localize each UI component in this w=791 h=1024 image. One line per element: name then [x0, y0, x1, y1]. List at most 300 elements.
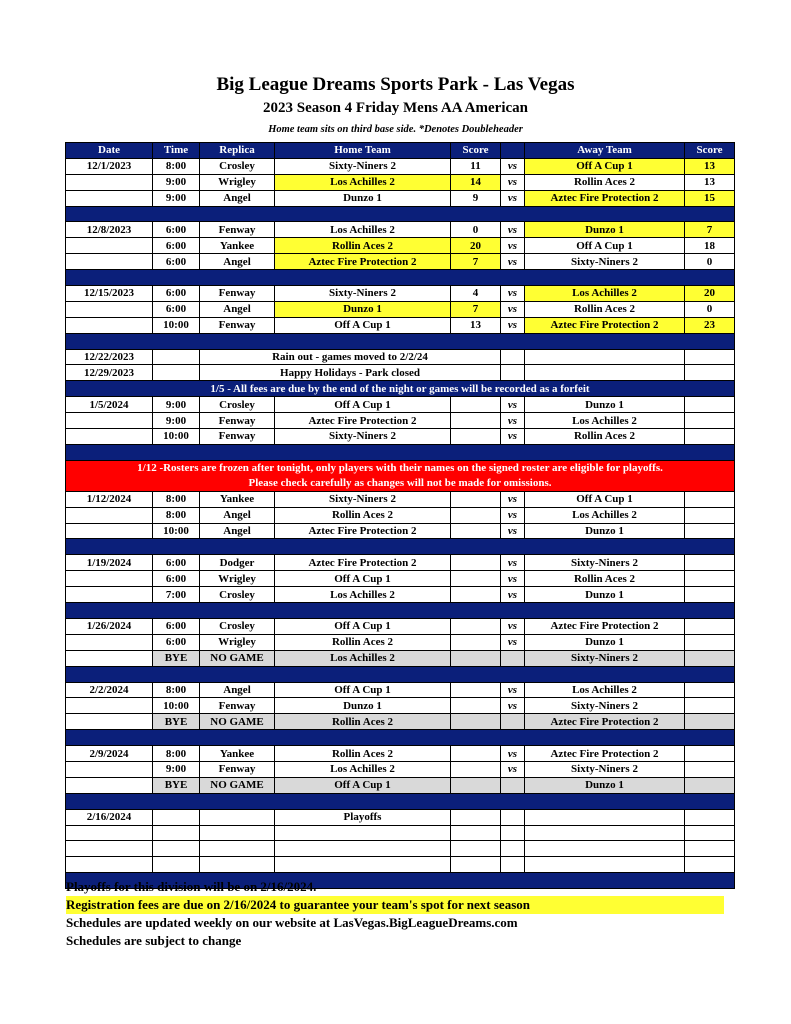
replica-cell: Fenway [200, 761, 275, 777]
separator-cell [66, 730, 735, 746]
away-team-cell: Dunzo 1 [525, 587, 685, 603]
time-cell: 8:00 [153, 746, 200, 762]
col-home-team: Home Team [275, 143, 451, 159]
away-score-cell: 15 [685, 190, 735, 206]
home-team-cell: Off A Cup 1 [275, 777, 451, 793]
away-team-cell: Dunzo 1 [525, 634, 685, 650]
game-row [66, 634, 735, 650]
date-cell: 12/1/2023 [66, 158, 153, 174]
week-separator [66, 270, 735, 286]
home-team-cell: Dunzo 1 [275, 698, 451, 714]
separator-cell [66, 270, 735, 286]
home-score-cell: 11 [451, 158, 501, 174]
blank-cell [66, 857, 153, 873]
date-cell: 12/8/2023 [66, 222, 153, 238]
week-separator [66, 730, 735, 746]
time-cell: 9:00 [153, 397, 200, 413]
date-cell [66, 174, 153, 190]
away-score-cell [685, 555, 735, 571]
home-score-cell [451, 650, 501, 666]
away-score-cell [685, 349, 735, 365]
home-team-cell: Aztec Fire Protection 2 [275, 254, 451, 270]
vs-cell: vs [501, 761, 525, 777]
blank-cell [501, 857, 525, 873]
week-separator [66, 444, 735, 460]
col-date: Date [66, 143, 153, 159]
away-team-cell: Los Achilles 2 [525, 507, 685, 523]
col-time: Time [153, 143, 200, 159]
away-team-cell: Sixty-Niners 2 [525, 254, 685, 270]
replica-cell: Angel [200, 682, 275, 698]
vs-cell: vs [501, 571, 525, 587]
roster-alert [66, 460, 735, 491]
blank-cell [501, 841, 525, 857]
date-cell: 2/9/2024 [66, 746, 153, 762]
time-cell: 10:00 [153, 429, 200, 445]
replica-cell: Fenway [200, 698, 275, 714]
home-score-cell: 9 [451, 190, 501, 206]
vs-cell [501, 809, 525, 825]
vs-cell: vs [501, 222, 525, 238]
home-score-cell [451, 698, 501, 714]
away-team-cell: Los Achilles 2 [525, 413, 685, 429]
away-team-cell: Dunzo 1 [525, 777, 685, 793]
time-cell: 7:00 [153, 587, 200, 603]
message-row [66, 349, 735, 365]
week-separator [66, 603, 735, 619]
away-score-cell [685, 365, 735, 381]
vs-cell [501, 650, 525, 666]
blank-cell [275, 857, 451, 873]
page-subtitle: 2023 Season 4 Friday Mens AA American [263, 100, 528, 116]
col-away-score: Score [685, 143, 735, 159]
home-score-cell: 0 [451, 222, 501, 238]
away-team-cell: Dunzo 1 [525, 523, 685, 539]
date-cell [66, 190, 153, 206]
blank-row [66, 841, 735, 857]
time-cell: BYE [153, 714, 200, 730]
blank-cell [685, 841, 735, 857]
vs-cell: vs [501, 618, 525, 634]
bye-row [66, 714, 735, 730]
home-team-cell: Los Achilles 2 [275, 174, 451, 190]
date-cell: 1/5/2024 [66, 397, 153, 413]
away-score-cell [685, 429, 735, 445]
home-score-cell: 4 [451, 286, 501, 302]
date-cell [66, 301, 153, 317]
blank-cell [275, 825, 451, 841]
home-score-cell: 13 [451, 317, 501, 333]
bye-row [66, 777, 735, 793]
schedule-table [65, 142, 735, 889]
home-team-cell: Off A Cup 1 [275, 682, 451, 698]
home-score-cell [451, 618, 501, 634]
game-row [66, 317, 735, 333]
date-cell [66, 698, 153, 714]
playoffs-note: Playoffs for this division will be on 2/16/2024. [66, 879, 317, 894]
col-away-team: Away Team [525, 143, 685, 159]
replica-cell: Yankee [200, 491, 275, 507]
time-cell: 6:00 [153, 555, 200, 571]
vs-cell: vs [501, 555, 525, 571]
vs-cell: vs [501, 158, 525, 174]
home-score-cell [451, 761, 501, 777]
away-score-cell [685, 761, 735, 777]
away-team-cell: Aztec Fire Protection 2 [525, 618, 685, 634]
away-score-cell [685, 618, 735, 634]
page-title: Big League Dreams Sports Park - Las Vegas [216, 74, 575, 95]
vs-cell: vs [501, 523, 525, 539]
week-separator [66, 539, 735, 555]
game-row [66, 397, 735, 413]
time-cell: 8:00 [153, 158, 200, 174]
home-team-cell: Off A Cup 1 [275, 397, 451, 413]
game-row [66, 698, 735, 714]
blank-cell [153, 825, 200, 841]
replica-cell: Fenway [200, 413, 275, 429]
message-cell: Rain out - games moved to 2/2/24 [200, 349, 501, 365]
time-cell: 6:00 [153, 254, 200, 270]
away-team-cell: Los Achilles 2 [525, 286, 685, 302]
replica-cell: Crosley [200, 587, 275, 603]
away-score-cell [685, 777, 735, 793]
blank-row [66, 825, 735, 841]
date-cell [66, 317, 153, 333]
vs-cell: vs [501, 286, 525, 302]
date-cell [66, 777, 153, 793]
col-home-score: Score [451, 143, 501, 159]
home-team-cell: Off A Cup 1 [275, 618, 451, 634]
home-score-cell: 7 [451, 301, 501, 317]
away-score-cell [685, 571, 735, 587]
away-team-cell: Rollin Aces 2 [525, 174, 685, 190]
away-team-cell [525, 365, 685, 381]
vs-cell: vs [501, 429, 525, 445]
header-row [66, 143, 735, 159]
away-score-cell: 20 [685, 286, 735, 302]
week-separator [66, 666, 735, 682]
away-team-cell: Rollin Aces 2 [525, 301, 685, 317]
separator-cell [66, 793, 735, 809]
game-row [66, 491, 735, 507]
home-team-cell: Dunzo 1 [275, 301, 451, 317]
away-team-cell: Aztec Fire Protection 2 [525, 714, 685, 730]
away-score-cell [685, 809, 735, 825]
blank-cell [525, 841, 685, 857]
time-cell [153, 365, 200, 381]
vs-cell [501, 365, 525, 381]
time-cell: 9:00 [153, 174, 200, 190]
website-note: Schedules are updated weekly on our website at LasVegas.BigLeagueDreams.com [66, 915, 518, 930]
game-row [66, 286, 735, 302]
date-cell [66, 413, 153, 429]
time-cell: 6:00 [153, 238, 200, 254]
vs-cell [501, 349, 525, 365]
home-score-cell [451, 523, 501, 539]
away-score-cell [685, 491, 735, 507]
game-row [66, 507, 735, 523]
registration-note: Registration fees are due on 2/16/2024 to guarantee your team's spot for next season [66, 896, 724, 914]
blank-cell [451, 825, 501, 841]
away-team-cell: Aztec Fire Protection 2 [525, 190, 685, 206]
game-row [66, 238, 735, 254]
away-team-cell: Los Achilles 2 [525, 682, 685, 698]
blank-cell [685, 825, 735, 841]
home-team-cell: Playoffs [275, 809, 451, 825]
away-team-cell: Off A Cup 1 [525, 491, 685, 507]
home-team-cell: Rollin Aces 2 [275, 714, 451, 730]
home-team-cell: Aztec Fire Protection 2 [275, 413, 451, 429]
date-cell: 1/19/2024 [66, 555, 153, 571]
away-score-cell [685, 397, 735, 413]
game-row [66, 190, 735, 206]
time-cell: 6:00 [153, 618, 200, 634]
replica-cell: Dodger [200, 555, 275, 571]
date-cell [66, 634, 153, 650]
home-team-cell: Rollin Aces 2 [275, 238, 451, 254]
home-team-cell: Rollin Aces 2 [275, 634, 451, 650]
game-row [66, 222, 735, 238]
vs-cell: vs [501, 507, 525, 523]
away-score-cell [685, 650, 735, 666]
bye-row [66, 650, 735, 666]
away-score-cell: 13 [685, 174, 735, 190]
blank-cell [200, 825, 275, 841]
away-team-cell: Sixty-Niners 2 [525, 650, 685, 666]
col-replica: Replica [200, 143, 275, 159]
replica-cell: Wrigley [200, 571, 275, 587]
away-score-cell [685, 634, 735, 650]
game-row [66, 746, 735, 762]
time-cell: 6:00 [153, 286, 200, 302]
away-score-cell [685, 746, 735, 762]
home-team-cell: Rollin Aces 2 [275, 746, 451, 762]
blank-row [66, 857, 735, 873]
home-score-cell [451, 634, 501, 650]
replica-cell: Yankee [200, 238, 275, 254]
replica-cell: Wrigley [200, 634, 275, 650]
game-row [66, 158, 735, 174]
away-team-cell: Rollin Aces 2 [525, 429, 685, 445]
home-score-cell [451, 809, 501, 825]
blank-cell [685, 857, 735, 873]
date-cell: 1/12/2024 [66, 491, 153, 507]
vs-cell: vs [501, 698, 525, 714]
time-cell: BYE [153, 777, 200, 793]
game-row [66, 571, 735, 587]
away-team-cell: Off A Cup 1 [525, 158, 685, 174]
replica-cell: Angel [200, 190, 275, 206]
away-team-cell: Aztec Fire Protection 2 [525, 746, 685, 762]
separator-cell [66, 539, 735, 555]
home-team-cell: Sixty-Niners 2 [275, 429, 451, 445]
date-cell [66, 507, 153, 523]
time-cell: 6:00 [153, 222, 200, 238]
date-cell: 2/2/2024 [66, 682, 153, 698]
home-score-cell [451, 777, 501, 793]
vs-cell [501, 777, 525, 793]
home-team-cell: Sixty-Niners 2 [275, 158, 451, 174]
date-cell [66, 523, 153, 539]
time-cell: BYE [153, 650, 200, 666]
blank-cell [501, 825, 525, 841]
replica-cell [200, 809, 275, 825]
replica-cell: NO GAME [200, 650, 275, 666]
replica-cell: Wrigley [200, 174, 275, 190]
time-cell: 9:00 [153, 190, 200, 206]
home-team-note: Home team sits on third base side. *Denotes Doubleheader [268, 124, 523, 135]
date-cell: 1/26/2024 [66, 618, 153, 634]
date-cell [66, 650, 153, 666]
separator-cell [66, 666, 735, 682]
replica-cell: Crosley [200, 618, 275, 634]
away-score-cell [685, 507, 735, 523]
away-score-cell [685, 413, 735, 429]
blank-cell [525, 825, 685, 841]
home-score-cell [451, 429, 501, 445]
vs-cell: vs [501, 238, 525, 254]
replica-cell: Angel [200, 523, 275, 539]
home-score-cell [451, 397, 501, 413]
blank-cell [153, 857, 200, 873]
vs-cell: vs [501, 317, 525, 333]
replica-cell: Angel [200, 301, 275, 317]
home-score-cell [451, 491, 501, 507]
blank-cell [451, 857, 501, 873]
home-team-cell: Aztec Fire Protection 2 [275, 523, 451, 539]
game-row [66, 682, 735, 698]
replica-cell: Fenway [200, 222, 275, 238]
time-cell: 10:00 [153, 523, 200, 539]
date-cell: 12/22/2023 [66, 349, 153, 365]
schedule-body [66, 158, 735, 888]
vs-cell: vs [501, 397, 525, 413]
game-row [66, 618, 735, 634]
date-cell [66, 714, 153, 730]
separator-cell [66, 444, 735, 460]
away-team-cell: Off A Cup 1 [525, 238, 685, 254]
replica-cell: Fenway [200, 286, 275, 302]
vs-cell [501, 714, 525, 730]
date-cell [66, 238, 153, 254]
game-row [66, 587, 735, 603]
time-cell: 6:00 [153, 571, 200, 587]
replica-cell: Crosley [200, 158, 275, 174]
time-cell: 9:00 [153, 413, 200, 429]
roster-alert-line1: 1/12 -Rosters are frozen after tonight, only players with their names on the signed roster are eligible for playoffs. [137, 461, 663, 474]
home-team-cell: Dunzo 1 [275, 190, 451, 206]
away-score-cell [685, 587, 735, 603]
away-score-cell: 13 [685, 158, 735, 174]
blank-cell [66, 825, 153, 841]
replica-cell: NO GAME [200, 714, 275, 730]
away-score-cell: 23 [685, 317, 735, 333]
away-score-cell [685, 682, 735, 698]
home-score-cell: 14 [451, 174, 501, 190]
time-cell: 6:00 [153, 301, 200, 317]
week-separator [66, 333, 735, 349]
replica-cell: Crosley [200, 397, 275, 413]
home-score-cell [451, 587, 501, 603]
away-team-cell: Dunzo 1 [525, 397, 685, 413]
replica-cell: Fenway [200, 317, 275, 333]
home-team-cell: Rollin Aces 2 [275, 507, 451, 523]
away-team-cell: Dunzo 1 [525, 222, 685, 238]
home-team-cell: Aztec Fire Protection 2 [275, 555, 451, 571]
vs-cell: vs [501, 746, 525, 762]
away-score-cell [685, 523, 735, 539]
separator-cell [66, 603, 735, 619]
home-score-cell [451, 746, 501, 762]
home-score-cell [451, 714, 501, 730]
game-row [66, 555, 735, 571]
away-score-cell [685, 698, 735, 714]
home-team-cell: Los Achilles 2 [275, 650, 451, 666]
game-row [66, 809, 735, 825]
separator-cell [66, 206, 735, 222]
time-cell: 6:00 [153, 634, 200, 650]
home-team-cell: Los Achilles 2 [275, 587, 451, 603]
time-cell: 9:00 [153, 761, 200, 777]
away-team-cell: Sixty-Niners 2 [525, 761, 685, 777]
blank-cell [200, 841, 275, 857]
away-team-cell [525, 809, 685, 825]
home-team-cell: Off A Cup 1 [275, 317, 451, 333]
replica-cell: Angel [200, 507, 275, 523]
date-cell: 12/15/2023 [66, 286, 153, 302]
blank-cell [153, 841, 200, 857]
blank-cell [66, 841, 153, 857]
separator-cell [66, 333, 735, 349]
away-team-cell: Rollin Aces 2 [525, 571, 685, 587]
away-score-cell: 7 [685, 222, 735, 238]
home-score-cell: 7 [451, 254, 501, 270]
time-cell: 8:00 [153, 507, 200, 523]
vs-cell: vs [501, 491, 525, 507]
time-cell: 8:00 [153, 491, 200, 507]
time-cell [153, 349, 200, 365]
change-note: Schedules are subject to change [66, 933, 242, 948]
game-row [66, 761, 735, 777]
vs-cell: vs [501, 682, 525, 698]
roster-alert-line2: Please check carefully as changes will not be made for omissions. [248, 476, 552, 489]
date-cell [66, 254, 153, 270]
message-row [66, 365, 735, 381]
vs-cell: vs [501, 413, 525, 429]
home-team-cell: Los Achilles 2 [275, 222, 451, 238]
replica-cell: Angel [200, 254, 275, 270]
game-row [66, 429, 735, 445]
home-team-cell: Sixty-Niners 2 [275, 491, 451, 507]
date-cell [66, 429, 153, 445]
fee-notice-row [66, 381, 735, 397]
time-cell: 8:00 [153, 682, 200, 698]
game-row [66, 413, 735, 429]
vs-cell: vs [501, 254, 525, 270]
time-cell: 10:00 [153, 698, 200, 714]
vs-cell: vs [501, 587, 525, 603]
game-row [66, 254, 735, 270]
home-score-cell [451, 571, 501, 587]
date-cell [66, 761, 153, 777]
replica-cell: Yankee [200, 746, 275, 762]
message-cell: Happy Holidays - Park closed [200, 365, 501, 381]
time-cell: 10:00 [153, 317, 200, 333]
blank-cell [200, 857, 275, 873]
date-cell: 2/16/2024 [66, 809, 153, 825]
fee-notice: 1/5 - All fees are due by the end of the night or games will be recorded as a forfeit [66, 381, 735, 397]
vs-cell: vs [501, 190, 525, 206]
